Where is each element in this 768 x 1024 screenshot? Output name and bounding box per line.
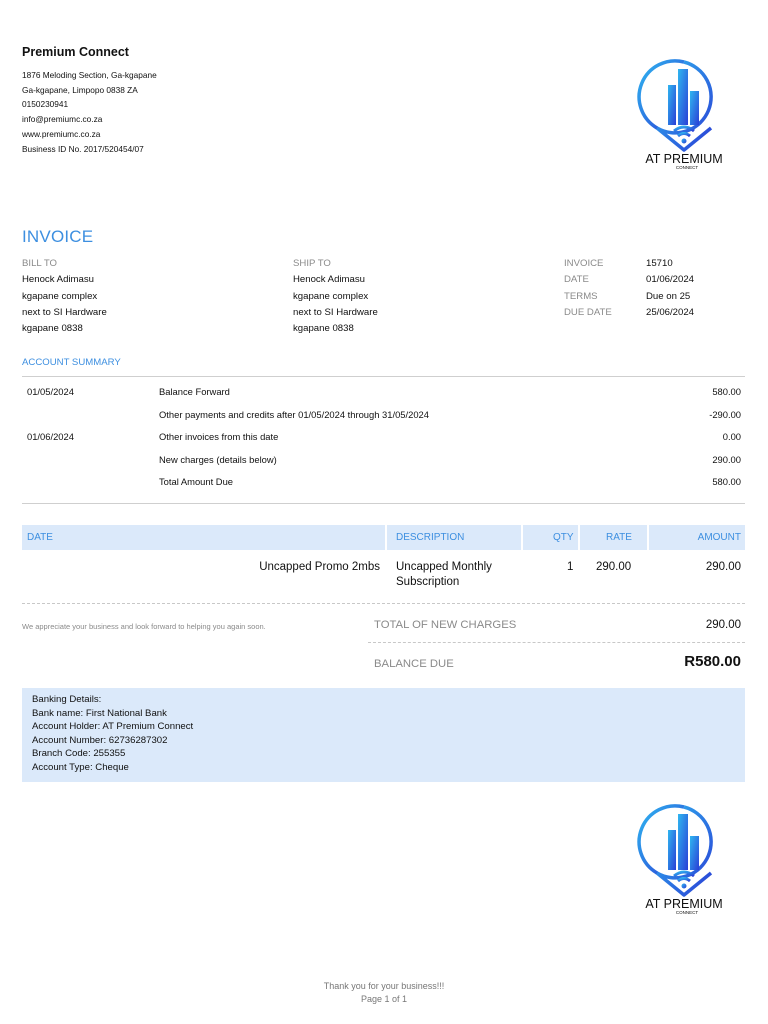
item-qty: 1 xyxy=(567,561,574,573)
ship-to-name: Henock Adimasu xyxy=(293,274,365,286)
row-description: Other payments and credits after 01/05/2024 through 31/05/2024 xyxy=(159,409,429,420)
row-date: 01/06/2024 xyxy=(27,431,74,442)
row-amount: -290.00 xyxy=(709,409,741,420)
invoice-title: INVOICE xyxy=(22,227,94,246)
logo-subtext: CONNECT xyxy=(675,910,699,915)
bill-to-line: kgapane 0838 xyxy=(22,323,83,335)
banking-details-box xyxy=(22,688,745,782)
logo-subtext: CONNECT xyxy=(675,165,699,170)
dashed-divider xyxy=(368,642,745,643)
account-summary-row xyxy=(22,386,741,408)
company-name: Premium Connect xyxy=(22,45,129,59)
invoice-date-label: DATE xyxy=(564,274,589,286)
ship-to-line: kgapane complex xyxy=(293,290,369,302)
header-qty: QTY xyxy=(553,532,574,543)
company-city-line: Ga-kgapane, Limpopo 0838 ZA xyxy=(22,84,138,95)
ship-to-label: SHIP TO xyxy=(293,258,331,269)
header-separator xyxy=(521,525,523,550)
row-amount: 290.00 xyxy=(712,454,741,465)
row-date: 01/05/2024 xyxy=(27,386,74,397)
company-address-block xyxy=(22,68,157,156)
total-new-charges-value: 290.00 xyxy=(705,619,741,631)
invoice-meta xyxy=(564,256,744,321)
header-description: DESCRIPTION xyxy=(396,532,465,543)
header-separator xyxy=(385,525,387,550)
row-description: Total Amount Due xyxy=(159,476,233,487)
row-description: Other invoices from this date xyxy=(159,431,279,442)
terms-value: Due on 25 xyxy=(646,290,691,302)
row-amount: 0.00 xyxy=(722,431,741,442)
header-date: DATE xyxy=(27,532,53,543)
ship-to-block xyxy=(293,256,378,337)
total-new-charges-label: TOTAL OF NEW CHARGES xyxy=(374,619,517,631)
header-separator xyxy=(578,525,580,550)
due-date-label: DUE DATE xyxy=(564,306,612,318)
header-rate: RATE xyxy=(606,532,632,543)
item-product: Uncapped Promo 2mbs xyxy=(259,561,380,573)
item-amount: 290.00 xyxy=(705,561,741,573)
bill-to-block xyxy=(22,256,107,337)
company-email: info@premiumc.co.za xyxy=(22,114,103,125)
dashed-divider xyxy=(22,603,745,604)
due-date: 25/06/2024 xyxy=(646,306,695,318)
divider xyxy=(22,376,745,377)
terms-label: TERMS xyxy=(564,290,598,302)
row-amount: 580.00 xyxy=(712,386,741,397)
account-type: Account Type: Cheque xyxy=(32,761,129,773)
divider xyxy=(22,503,745,504)
bill-to-line: next to SI Hardware xyxy=(22,306,107,318)
bank-name: Bank name: First National Bank xyxy=(32,707,167,719)
company-logo-footer xyxy=(624,800,744,920)
company-business-id: Business ID No. 2017/520454/07 xyxy=(22,143,144,154)
header-separator xyxy=(647,525,649,550)
ship-to-line: next to SI Hardware xyxy=(293,306,378,318)
company-address-line: 1876 Meloding Section, Ga-kgapane xyxy=(22,70,157,80)
account-summary-row xyxy=(22,431,741,453)
invoice-number: 15710 xyxy=(646,258,673,269)
ship-to-line: kgapane 0838 xyxy=(293,323,354,335)
page-number: Page 1 of 1 xyxy=(360,993,408,1004)
footer-thanks: Thank you for your business!!! xyxy=(323,981,445,991)
appreciation-note: We appreciate your business and look forward to helping you again soon. xyxy=(22,622,266,631)
company-logo xyxy=(624,55,744,175)
logo-text: AT PREMIUM xyxy=(645,152,723,166)
company-phone: 0150230941 xyxy=(22,99,69,110)
bill-to-line: kgapane complex xyxy=(22,290,98,302)
bill-to-name: Henock Adimasu xyxy=(22,274,94,286)
page-footer xyxy=(0,980,768,1005)
bill-to-label: BILL TO xyxy=(22,258,58,269)
row-description: New charges (details below) xyxy=(159,454,277,465)
account-holder: Account Holder: AT Premium Connect xyxy=(32,721,194,733)
account-number: Account Number: 62736287302 xyxy=(32,734,168,746)
account-summary-title: ACCOUNT SUMMARY xyxy=(22,357,121,368)
account-summary-row xyxy=(22,454,741,476)
items-table-header xyxy=(22,525,745,550)
header-amount: AMOUNT xyxy=(697,532,741,543)
banking-heading: Banking Details: xyxy=(32,694,102,705)
logo-text: AT PREMIUM xyxy=(645,897,723,911)
balance-due-value: R580.00 xyxy=(684,653,741,670)
branch-code: Branch Code: 255355 xyxy=(32,748,126,760)
company-website: www.premiumc.co.za xyxy=(22,128,101,139)
balance-due-label: BALANCE DUE xyxy=(374,658,454,670)
row-description: Balance Forward xyxy=(159,386,230,397)
account-summary-row xyxy=(22,409,741,431)
item-rate: 290.00 xyxy=(596,561,632,573)
row-amount: 580.00 xyxy=(712,476,741,487)
invoice-number-label: INVOICE xyxy=(564,258,604,269)
account-summary-row xyxy=(22,476,741,498)
item-description-line: Uncapped Monthly xyxy=(396,561,492,573)
item-description xyxy=(396,560,492,589)
invoice-date: 01/06/2024 xyxy=(646,274,695,286)
item-description-line: Subscription xyxy=(396,575,460,588)
